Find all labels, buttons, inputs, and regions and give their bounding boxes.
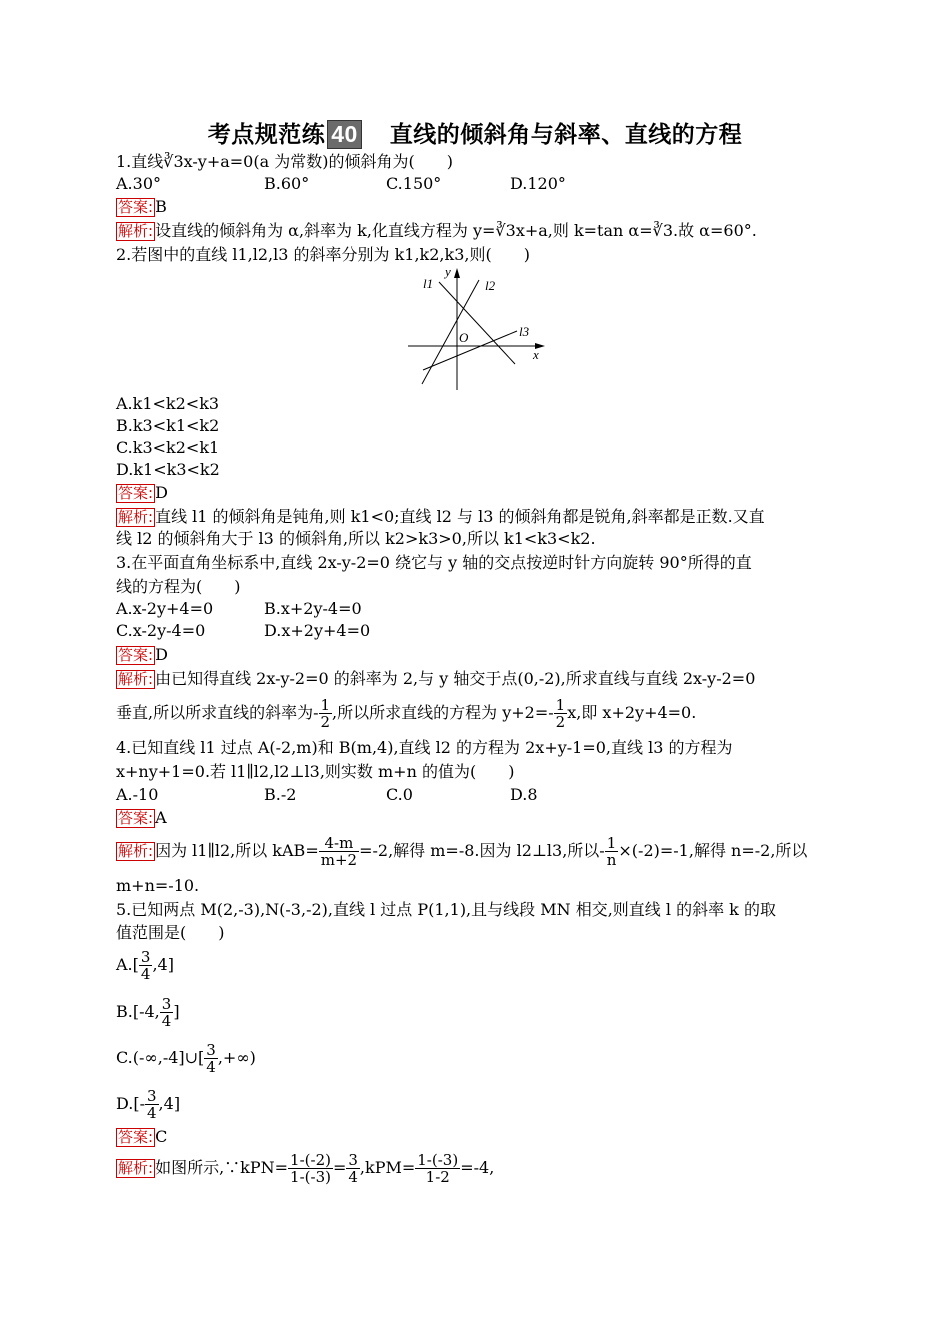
q1-option-a: A.30° [116,174,161,193]
q5-option-d [116,1085,180,1123]
frac-numerator: 3 [161,995,172,1013]
q5-option-b [116,993,180,1031]
option-prefix: C.(-∞,-4]∪[ [116,1048,205,1067]
analysis-tag: 解析: [118,842,154,860]
q4-analysis-line2: m+n=-10. [116,876,200,895]
q1-option-d: D.120° [510,174,566,193]
q5-stem-line2: 值范围是( ) [116,923,225,942]
q2-analysis-line1 [116,507,765,527]
frac-denominator: 4 [147,1104,157,1122]
frac-numerator: 3 [140,948,151,966]
analysis-tag: 解析: [118,508,154,526]
q4-stem-line1: 4.已知直线 l1 过点 A(-2,m)和 B(m,4),直线 l2 的方程为 2x+y-1=0,直线 l3 的方程为 [116,738,733,757]
frac-denominator: 2 [320,713,331,731]
fraction [145,1088,159,1121]
fraction [139,949,153,982]
label-l1: l1 [423,276,434,291]
frac-denominator: 1-(-3) [290,1168,331,1186]
frac-denominator: 4 [206,1058,216,1076]
fraction [160,996,174,1029]
q4-analysis-line1 [116,832,807,870]
fraction [346,1152,360,1185]
frac-numerator: 3 [206,1041,216,1059]
fraction [204,1042,218,1075]
q4-option-b: B.-2 [264,785,297,804]
line-l1 [439,282,515,364]
q3-option-c: C.x-2y-4=0 [116,621,206,640]
frac-numerator: 3 [348,1151,358,1169]
q5-option-c [116,1039,256,1077]
q5-option-a [116,946,174,984]
frac-denominator: 2 [555,713,566,731]
answer-tag: 答案: [118,1128,154,1146]
q4-stem-line2: x+ny+1=0.若 l1∥l2,l2⊥l3,则实数 m+n 的值为( ) [116,762,515,781]
q1-answer-value: B [155,197,167,216]
q5-answer-value: C [155,1127,168,1146]
q2-option-b: B.k3<k1<k2 [116,416,220,435]
q3-analysis-line2 [116,694,696,732]
fraction [288,1152,333,1185]
equals-sign: = [332,1158,347,1177]
frac-numerator: 1 [555,696,566,714]
frac-denominator: 4 [348,1168,358,1186]
q1-option-b: B.60° [264,174,310,193]
option-suffix: ] [173,1002,180,1021]
option-prefix: D.[- [116,1094,145,1113]
q1-analysis [116,221,757,241]
q1-option-c: C.150° [386,174,442,193]
lesson-number-badge: 40 [327,120,362,149]
q3-option-a: A.x-2y+4=0 [116,599,214,618]
q4-analysis-text1b: =-2,解得 m=-8.因为 l2⊥l3,所以- [359,841,605,860]
q4-analysis-text1a: 因为 l1∥l2,所以 kAB= [155,841,319,860]
q3-answer-value: D [155,645,168,664]
frac-numerator: 4-m [319,835,359,852]
y-axis-arrow [454,268,460,278]
page-title [0,116,950,149]
q2-lines-diagram [405,262,550,394]
option-suffix: ,4] [152,955,174,974]
frac-denominator: 4 [140,965,151,983]
q5-answer [116,1127,167,1147]
q3-option-b: B.x+2y-4=0 [264,599,362,618]
q5-stem-line1: 5.已知两点 M(2,-3),N(-3,-2),直线 l 过点 P(1,1),且与线段 MN 相交,则直线 l 的斜率 k 的取 [116,900,776,919]
q3-analysis-text1: 由已知得直线 2x-y-2=0 的斜率为 2,与 y 轴交于点(0,-2),所求直线与直线 2x-y-2=0 [155,669,756,688]
option-suffix: ,+∞) [217,1048,256,1067]
label-l3: l3 [519,324,530,339]
frac-numerator: 3 [147,1087,157,1105]
q2-analysis-line2: 线 l2 的倾斜角大于 l3 的倾斜角,所以 k2>k3>0,所以 k1<k3<k2. [116,529,596,548]
q2-option-c: C.k3<k2<k1 [116,438,220,457]
option-prefix: A.[ [116,955,139,974]
frac-numerator: 1-(-3) [417,1151,459,1169]
label-x: x [533,347,539,362]
answer-tag: 答案: [118,484,154,502]
q2-stem: 2.若图中的直线 l1,l2,l3 的斜率分别为 k1,k2,k3,则( ) [116,245,530,264]
answer-tag: 答案: [118,198,154,216]
q4-answer-value: A [155,808,167,827]
q5-analysis-text-a: 如图所示,∵kPN= [155,1158,289,1177]
frac-denominator: n [606,851,617,869]
analysis-tag: 解析: [118,1159,154,1177]
fraction [319,835,359,868]
q2-answer [116,483,168,503]
q4-option-d: D.8 [510,785,538,804]
option-prefix: B.[-4, [116,1002,160,1021]
q3-stem-line2: 线的方程为( ) [116,577,241,596]
fraction [415,1152,460,1185]
q4-answer [116,808,167,828]
option-suffix: ,4] [158,1094,181,1113]
q2-option-a: A.k1<k2<k3 [116,394,220,413]
fraction [605,835,619,868]
q3-answer [116,645,168,665]
answer-tag: 答案: [118,646,154,664]
q5-analysis-text-c: =-4, [460,1158,495,1177]
q3-analysis-text2c: x,即 x+2y+4=0. [567,703,697,722]
q4-option-c: C.0 [386,785,413,804]
frac-numerator: 1-(-2) [290,1151,331,1169]
line-l2 [422,280,479,384]
analysis-tag: 解析: [118,670,154,688]
frac-numerator: 1 [605,835,619,852]
q5-analysis-text-b: ,kPM= [359,1158,416,1177]
frac-numerator: 1 [320,696,331,714]
q4-option-a: A.-10 [116,785,159,804]
frac-denominator: 4 [161,1012,172,1030]
title-prefix: 考点规范练 [207,122,326,148]
q3-analysis-text2a: 垂直,所以所求直线的斜率为- [116,703,319,722]
fraction [554,697,568,730]
q3-stem-line1: 3.在平面直角坐标系中,直线 2x-y-2=0 绕它与 y 轴的交点按逆时针方向旋转 90°所得的直 [116,553,752,572]
q3-analysis-line1 [116,669,755,689]
frac-denominator: m+2 [320,851,358,869]
q1-analysis-text: 设直线的倾斜角为 α,斜率为 k,化直线方程为 y=∛3x+a,则 k=tan α=∛3.故 α=60°. [155,221,757,240]
analysis-tag: 解析: [118,222,154,240]
fraction [319,697,333,730]
q2-option-d: D.k1<k3<k2 [116,460,220,479]
q1-stem: 1.直线∛3x-y+a=0(a 为常数)的倾斜角为( ) [116,152,453,171]
answer-tag: 答案: [118,809,154,827]
q5-analysis [116,1148,494,1188]
title-suffix: 直线的倾斜角与斜率、直线的方程 [389,122,743,148]
q2-analysis-text1: 直线 l1 的倾斜角是钝角,则 k1<0;直线 l2 与 l3 的倾斜角都是锐角,斜率都是正数.又直 [155,507,765,526]
q3-option-d: D.x+2y+4=0 [264,621,371,640]
q2-answer-value: D [155,483,168,502]
label-l2: l2 [485,278,496,293]
q4-analysis-text1c: ×(-2)=-1,解得 n=-2,所以 [618,841,808,860]
q3-analysis-text2b: ,所以所求直线的方程为 y+2=- [332,703,554,722]
label-origin: O [459,330,469,345]
q1-answer [116,197,167,217]
label-y: y [445,264,451,279]
frac-denominator: 1-2 [425,1168,450,1186]
